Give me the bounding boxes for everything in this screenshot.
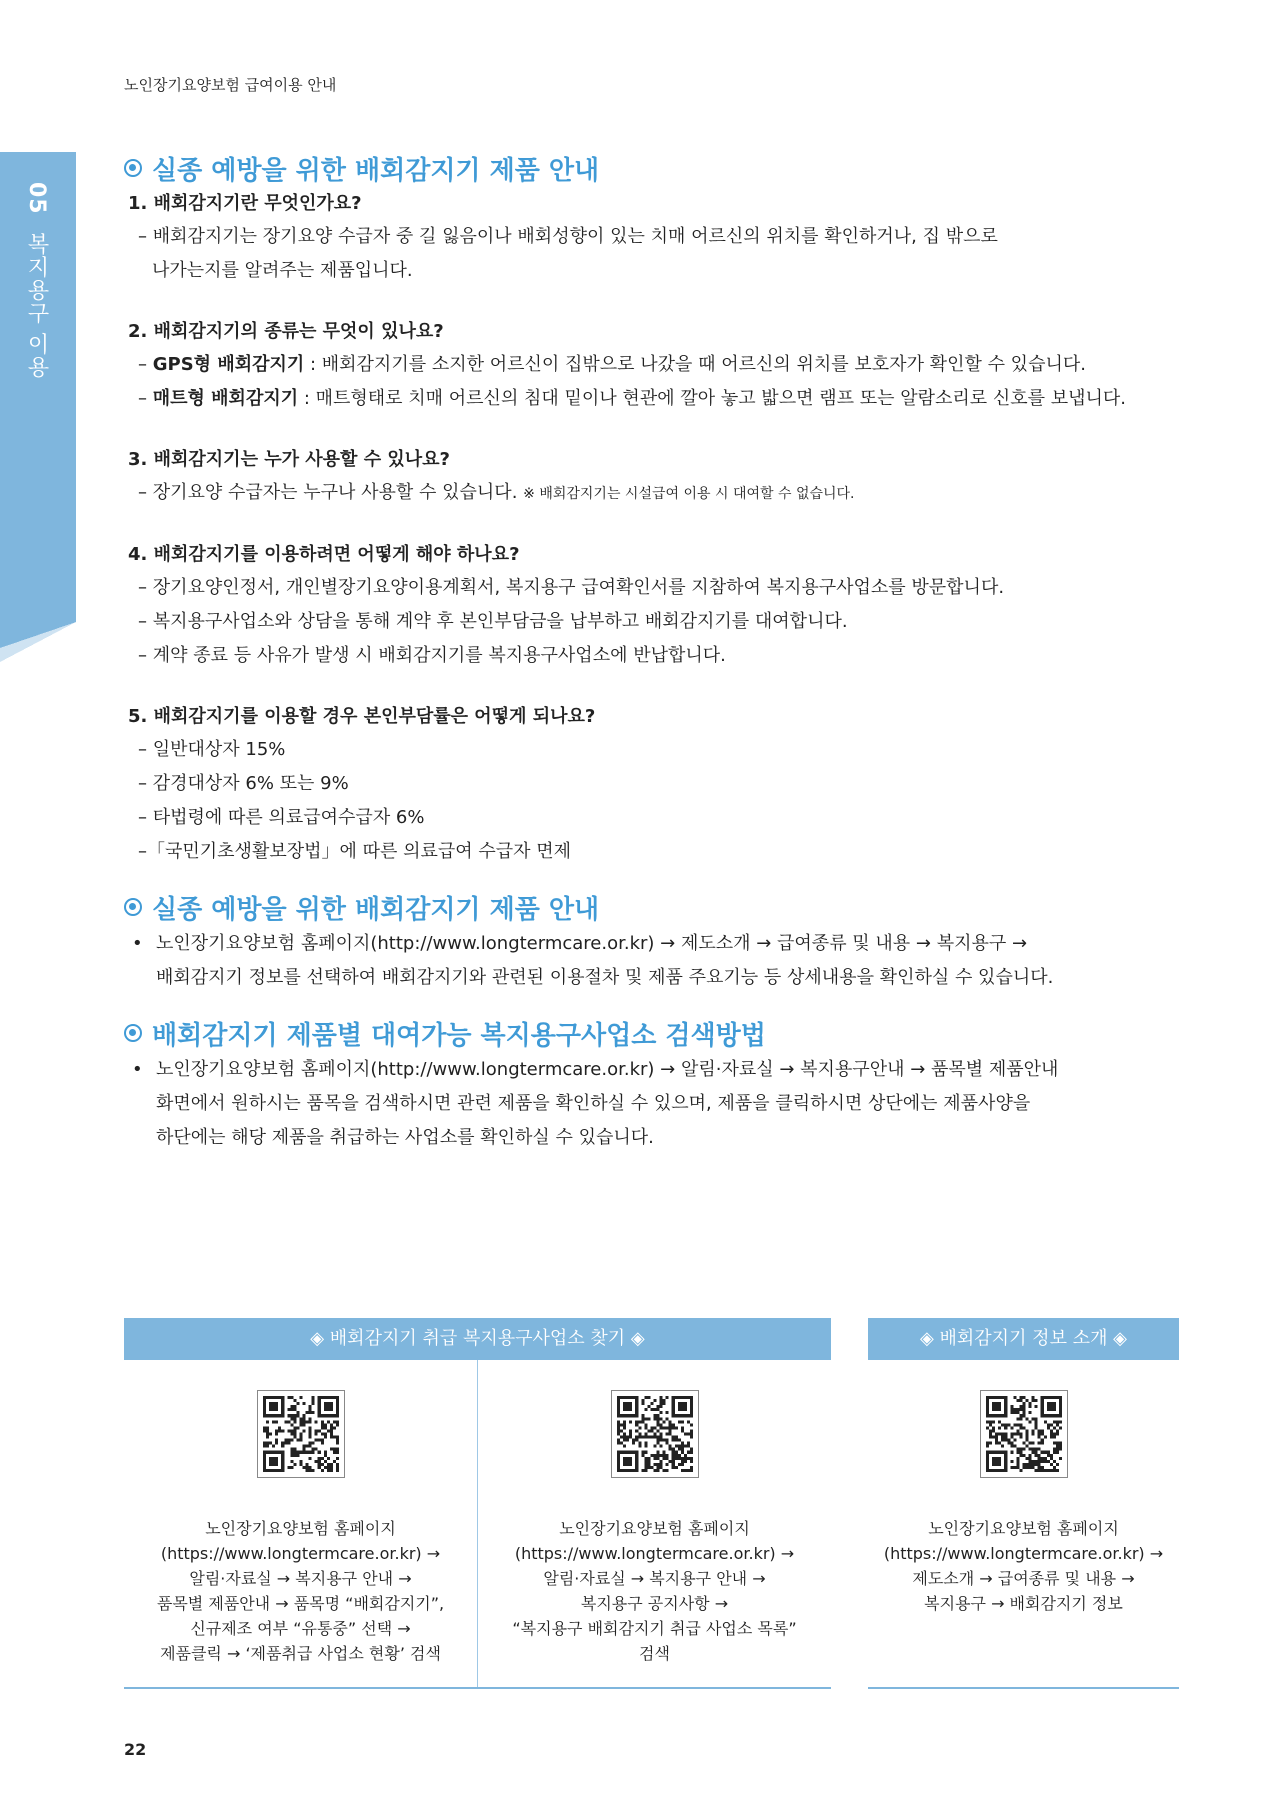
- question-1: 1. 배회감지기란 무엇인가요?: [128, 193, 362, 214]
- answer-line: – 배회감지기는 장기요양 수급자 중 길 잃음이나 배회성향이 있는 치매 어르신의 위치를 확인하거나, 집 밖으로: [138, 226, 998, 247]
- cell-line: 제품클릭 → ‘제품취급 사업소 현황’ 검색: [160, 1644, 441, 1663]
- answer-line: – 타법령에 따른 의료급여수급자 6%: [138, 807, 425, 828]
- section-title: [124, 1013, 1179, 1053]
- info-box-right: [868, 1318, 1179, 1689]
- info-box-left: [124, 1318, 831, 1689]
- gps-text: : 배회감지기를 소지한 어르신이 집밖으로 나갔을 때 어르신의 위치를 보호자가 확인할 수 있습니다.: [304, 354, 1086, 375]
- side-tab-label: [26, 182, 52, 379]
- mat-label: 매트형 배회감지기: [152, 388, 299, 409]
- cell-line: (https://www.longtermcare.or.kr) →: [514, 1544, 795, 1563]
- answer-line-gps: – GPS형 배회감지기 : 배회감지기를 소지한 어르신이 집밖으로 나갔을 때 어르신의 위치를 보호자가 확인할 수 있습니다.: [138, 354, 1086, 375]
- question-4: 4. 배회감지기를 이용하려면 어떻게 해야 하나요?: [128, 544, 520, 565]
- bullet-line: 노인장기요양보험 홈페이지(http://www.longtermcare.or.kr) → 알림·자료실 → 복지용구안내 → 품목별 제품안내: [156, 1059, 1059, 1080]
- page-number: 22: [124, 1740, 147, 1759]
- cell-line: 복지용구 공지사항 →: [580, 1594, 729, 1613]
- info-box-header: ◈ 배회감지기 취급 복지용구사업소 찾기 ◈: [124, 1318, 831, 1360]
- answer-line: [124, 476, 1179, 511]
- section-title-text: 실종 예방을 위한 배회감지기 제품 안내: [152, 155, 600, 186]
- answer-line: 나가는지를 알려주는 제품입니다.: [152, 260, 413, 281]
- info-box-header: ◈ 배회감지기 정보 소개 ◈: [868, 1318, 1179, 1360]
- mat-text: : 매트형태로 치매 어르신의 침대 밑이나 현관에 깔아 놓고 밟으면 램프 또는 알람소리로 신호를 보냅니다.: [298, 388, 1127, 409]
- qr-code-icon[interactable]: [611, 1390, 699, 1478]
- cell-line: 알림·자료실 → 복지용구 안내 →: [543, 1569, 766, 1588]
- answer-note: ※ 배회감지기는 시설급여 이용 시 대여할 수 없습니다.: [523, 486, 855, 502]
- section-title-text: 실종 예방을 위한 배회감지기 제품 안내: [152, 894, 600, 925]
- section-title-text: 배회감지기 제품별 대여가능 복지용구사업소 검색방법: [152, 1020, 766, 1051]
- bullet-line: 배회감지기 정보를 선택하여 배회감지기와 관련된 이용절차 및 제품 주요기능 등 상세내용을 확인하실 수 있습니다.: [156, 967, 1054, 988]
- cell-line: 복지용구 → 배회감지기 정보: [924, 1594, 1123, 1613]
- question-2: 2. 배회감지기의 종류는 무엇이 있나요?: [128, 321, 444, 342]
- side-tab-number: 05: [24, 182, 49, 215]
- bullet-line: 노인장기요양보험 홈페이지(http://www.longtermcare.or.kr) → 제도소개 → 급여종류 및 내용 → 복지용구 →: [156, 933, 1028, 954]
- qr-code-icon[interactable]: [257, 1390, 345, 1478]
- bullet-line: 화면에서 원하시는 품목을 검색하시면 관련 제품을 확인하실 수 있으며, 제품을 클릭하시면 상단에는 제품사양을: [156, 1093, 1031, 1114]
- bullseye-icon: [124, 898, 142, 916]
- main-content: [124, 148, 1179, 1155]
- info-cell: [477, 1360, 831, 1687]
- bullseye-icon: [124, 1024, 142, 1042]
- question-3: 3. 배회감지기는 누가 사용할 수 있나요?: [128, 449, 450, 470]
- side-tab-title: 복지용구 이용: [24, 232, 49, 379]
- running-head: 노인장기요양보험 급여이용 안내: [124, 76, 337, 94]
- cell-line: 노인장기요양보험 홈페이지: [205, 1519, 396, 1538]
- cell-line: “복지용구 배회감지기 취급 사업소 목록”: [512, 1619, 797, 1638]
- bullet-paragraph: [124, 927, 1179, 995]
- cell-line: 신규제조 여부 “유통중” 선택 →: [190, 1619, 411, 1638]
- cell-line: 제도소개 → 급여종류 및 내용 →: [912, 1569, 1135, 1588]
- answer-line-mat: – 매트형 배회감지기 : 매트형태로 치매 어르신의 침대 밑이나 현관에 깔아 놓고 밟으면 램프 또는 알람소리로 신호를 보냅니다.: [138, 388, 1127, 409]
- cell-line: 검색: [639, 1644, 670, 1663]
- cell-line: 품목별 제품안내 → 품목명 “배회감지기”,: [156, 1594, 445, 1613]
- answer-line: – 장기요양인정서, 개인별장기요양이용계획서, 복지용구 급여확인서를 지참하여 복지용구사업소를 방문합니다.: [138, 577, 1005, 598]
- answer-line: – 복지용구사업소와 상담을 통해 계약 후 본인부담금을 납부하고 배회감지기를 대여합니다.: [138, 611, 848, 632]
- bullseye-icon: [124, 159, 142, 177]
- answer-line: –「국민기초생활보장법」에 따른 의료급여 수급자 면제: [138, 841, 572, 862]
- cell-line: 알림·자료실 → 복지용구 안내 →: [189, 1569, 412, 1588]
- answer-line: – 계약 종료 등 사유가 발생 시 배회감지기를 복지용구사업소에 반납합니다.: [138, 645, 726, 666]
- answer-text: – 장기요양 수급자는 누구나 사용할 수 있습니다.: [138, 482, 524, 503]
- cell-line: 노인장기요양보험 홈페이지: [928, 1519, 1119, 1538]
- cell-line: (https://www.longtermcare.or.kr) →: [883, 1544, 1164, 1563]
- answer-line: – 일반대상자 15%: [138, 739, 286, 760]
- question-5: 5. 배회감지기를 이용할 경우 본인부담률은 어떻게 되나요?: [128, 706, 596, 727]
- bullet-line: 하단에는 해당 제품을 취급하는 사업소를 확인하실 수 있습니다.: [156, 1127, 654, 1148]
- cell-line: 노인장기요양보험 홈페이지: [559, 1519, 750, 1538]
- section-title: [124, 148, 1179, 188]
- section-title: [124, 887, 1179, 927]
- info-cell: [124, 1360, 477, 1687]
- qr-code-icon[interactable]: [980, 1390, 1068, 1478]
- bullet-paragraph: [124, 1053, 1179, 1155]
- answer-line: – 감경대상자 6% 또는 9%: [138, 773, 349, 794]
- gps-label: GPS형 배회감지기: [152, 354, 305, 375]
- cell-line: (https://www.longtermcare.or.kr) →: [160, 1544, 441, 1563]
- info-cell: [868, 1360, 1179, 1687]
